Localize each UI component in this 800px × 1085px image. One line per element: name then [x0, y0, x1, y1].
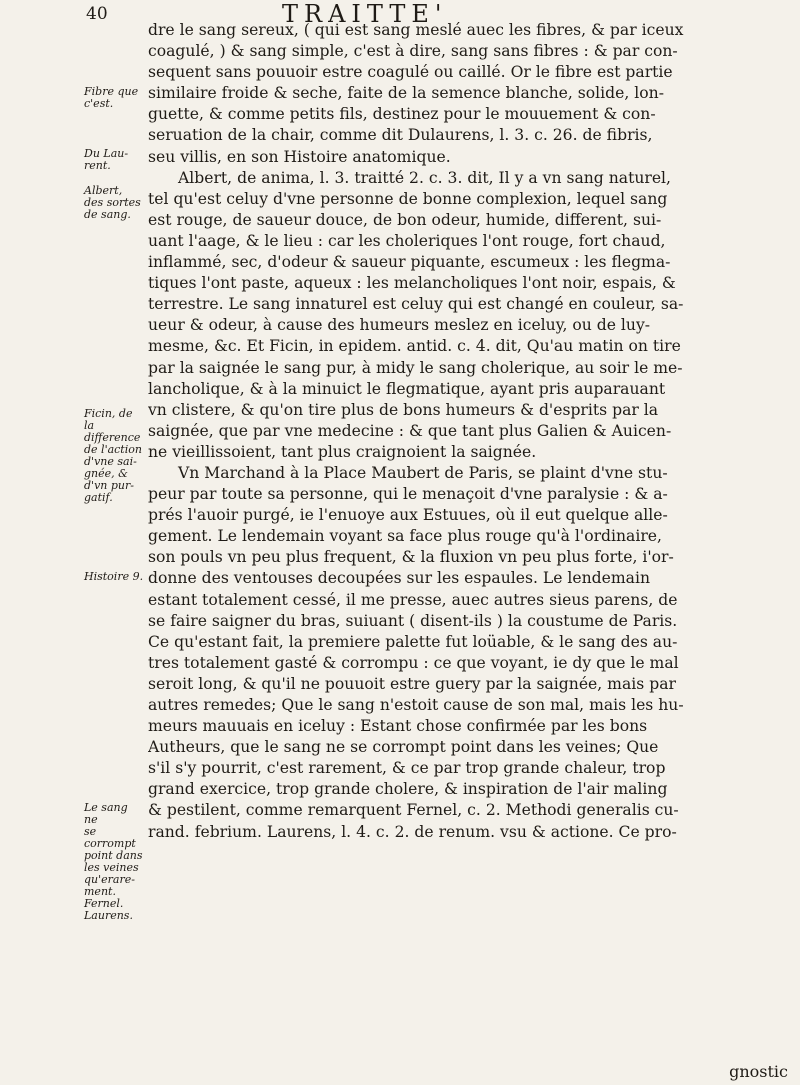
text-line: peur par toute sa personne, qui le menaçoit d'vne paralysie : & a-: [148, 485, 668, 504]
page-number: 40: [86, 4, 108, 24]
text-line: seroit long, & qu'il ne pouuoit estre guery par la saignée, mais par: [148, 674, 676, 693]
text-line: vn clistere, & qu'on tire plus de bons humeurs & d'esprits par la: [148, 400, 659, 419]
text-line: grand exercice, trop grande cholere, & inspiration de l'air maling: [148, 780, 668, 799]
text-line: seu villis, en son Histoire anatomique.: [148, 147, 451, 166]
text-line: tel qu'est celuy d'vne personne de bonne complexion, lequel sang: [148, 189, 668, 208]
text-line: donne des ventouses decoupées sur les espaules. Le lendemain: [148, 569, 650, 588]
text-line: sequent sans pouuoir estre coagulé ou caillé. Or le fibre est partie: [148, 63, 673, 82]
text-line: tiques l'ont paste, aqueux : les melancholiques l'ont noir, espais, &: [148, 274, 676, 293]
margin-note: Histoire 9.: [84, 570, 144, 583]
text-line: inflammé, sec, d'odeur & saueur piquante, escumeux : les flegma-: [148, 253, 671, 272]
running-title: TRAITTE': [282, 0, 448, 28]
text-line: saignée, que par vne medecine : & que tant plus Galien & Auicen-: [148, 421, 672, 440]
text-line: Vn Marchand à la Place Maubert de Paris, se plaint d'vne stu-: [178, 463, 668, 482]
text-line: uant l'aage, & le lieu : car les choleriques l'ont rouge, fort chaud,: [148, 231, 666, 250]
text-line: guette, & comme petits fils, destinez pour le mouuement & con-: [148, 105, 656, 124]
text-line: Autheurs, que le sang ne se corrompt point dans les veines; Que: [148, 738, 659, 757]
text-line: Ce qu'estant fait, la premiere palette fut loüable, & le sang des au-: [148, 632, 678, 651]
text-line: par la saignée le sang pur, à midy le sang cholerique, au soir le me-: [148, 358, 683, 377]
text-line: coagulé, ) & sang simple, c'est à dire, sang sans fibres : & par con-: [148, 42, 678, 61]
text-line: mesme, &c. Et Ficin, in epidem. antid. c. 4. dit, Qu'au matin on tire: [148, 337, 681, 356]
catchword: gnostic: [729, 1062, 788, 1081]
text-line: & pestilent, comme remarquent Fernel, c. 2. Methodi generalis cu-: [148, 801, 679, 820]
margin-note: Albert, des sortes de sang.: [84, 184, 141, 221]
margin-note: Le sang ne se corrompt point dans les veines qu'erare- ment. Fernel. Laurens.: [84, 801, 143, 922]
margin-note: Du Lau- rent.: [84, 147, 129, 172]
text-line: lancholique, & à la minuict le flegmatique, ayant pris auparauant: [148, 379, 666, 398]
text-line: s'il s'y pourrit, c'est rarement, & ce par trop grande chaleur, trop: [148, 759, 666, 778]
margin-note: Fibre que c'est.: [84, 85, 139, 110]
text-line: gement. Le lendemain voyant sa face plus rouge qu'à l'ordinaire,: [148, 527, 662, 546]
text-line: terrestre. Le sang innaturel est celuy qui est changé en couleur, sa-: [148, 295, 684, 314]
text-line: tres totalement gasté & corrompu : ce que voyant, ie dy que le mal: [148, 653, 679, 672]
text-line: son pouls vn peu plus frequent, & la fluxion vn peu plus forte, i'or-: [148, 548, 674, 567]
text-line: autres remedes; Que le sang n'estoit cause de son mal, mais les hu-: [148, 696, 684, 714]
text-line: similaire froide & seche, faite de la semence blanche, solide, lon-: [148, 84, 664, 103]
text-line: estant totalement cessé, il me presse, auec autres sieus parens, de: [148, 590, 678, 609]
text-line: rand. febrium. Laurens, l. 4. c. 2. de renum. vsu & actione. Ce pro-: [148, 822, 677, 841]
text-line: ne vieillissoient, tant plus craignoient la saignée.: [148, 442, 537, 461]
text-line: se faire saigner du bras, suiuant ( disent-ils ) la coustume de Paris.: [148, 611, 678, 630]
text-line: prés l'auoir purgé, ie l'enuoye aux Estuues, où il eut quelque alle-: [148, 506, 668, 525]
body-text: [148, 20, 788, 843]
text-line: seruation de la chair, comme dit Dulaurens, l. 3. c. 26. de fibris,: [148, 126, 653, 145]
margin-note: Ficin, de la difference de l'action d'vne sai- gnée, & d'vn pur- gatif.: [84, 407, 142, 504]
text-line: ueur & odeur, à cause des humeurs meslez en iceluy, ou de luy-: [148, 316, 651, 335]
text-line: dre le sang sereux, ( qui est sang meslé auec les fibres, & par iceux: [148, 21, 684, 39]
text-line: est rouge, de saueur douce, de bon odeur, humide, different, sui-: [148, 210, 662, 229]
text-line: Albert, de anima, l. 3. traitté 2. c. 3. dit, Il y a vn sang naturel,: [178, 168, 672, 187]
text-line: meurs mauuais en iceluy : Estant chose confirmée par les bons: [148, 717, 648, 736]
